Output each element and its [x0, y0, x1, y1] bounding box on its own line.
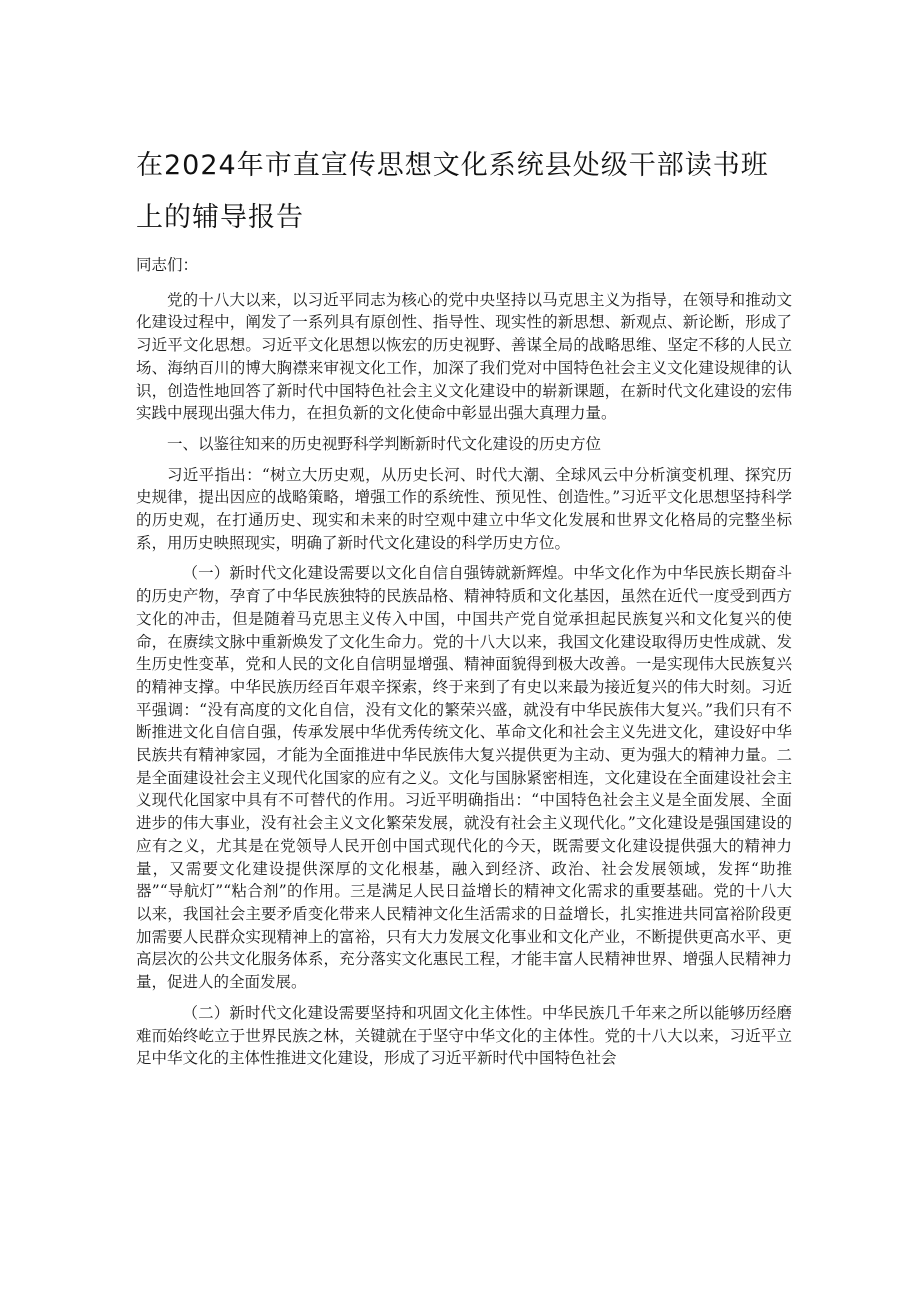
section-heading-1: 一、以鉴往知来的历史视野科学判断新时代文化建设的历史方位: [167, 434, 602, 453]
paragraph-quote: 习近平指出：“树立大历史观，从历史长河、时代大潮、全球风云中分析演变机理、探究历史规律，提出因应的战略策略，增强工作的系统性、预见性、创造性。”习近平文化思想坚持科学的历史观，在打通历史、现实和未来的时空观中建立中华文化发展和世界文化格局的完整坐标系，用历史映照现实，明确了新时代文化建设的科学历史方位。: [136, 465, 792, 552]
salutation: 同志们：: [136, 256, 199, 274]
document-title: 在2024年市直宣传思想文化系统县处级干部读书班上的辅导报告: [136, 150, 769, 233]
document-body: [136, 140, 792, 1070]
paragraph-intro: 党的十八大以来，以习近平同志为核心的党中央坚持以马克思主义为指导，在领导和推动文化建设过程中，阐发了一系列具有原创性、指导性、现实性的新思想、新观点、新论断，形成了习近平文化思想。习近平文化思想以恢宏的历史视野、善谋全局的战略思维、坚定不移的人民立场、海纳百川的博大胸襟来审视文化工作，加深了我们党对中国特色社会主义文化建设规律的认识，创造性地回答了新时代中国特色社会主义文化建设中的崭新课题，在新时代文化建设的宏伟实践中展现出强大伟力，在担负新的文化使命中彰显出强大真理力量。: [136, 290, 792, 423]
paragraph-subsection-2: （二）新时代文化建设需要坚持和巩固文化主体性。中华民族几千年来之所以能够历经磨难而始终屹立于世界民族之林，关键就在于坚守中华文化的主体性。党的十八大以来，习近平立足中华文化的主体性推进文化建设，形成了习近平新时代中国特色社会: [136, 1003, 792, 1068]
paragraph-subsection-1: （一）新时代文化建设需要以文化自信自强铸就新辉煌。中华文化作为中华民族长期奋斗的历史产物，孕育了中华民族独特的民族品格、精神特质和文化基因，虽然在近代一度受到西方文化的冲击，但是随着马克思主义传入中国，中国共产党自觉承担起民族复兴和文化复兴的使命，在赓续文脉中重新焕发了文化生命力。党的十八大以来，我国文化建设取得历史性成就、发生历史性变革，党和人民的文化自信明显增强、精神面貌得到极大改善。一是实现伟大民族复兴的精神支撑。中华民族历经百年艰辛探索，终于来到了有史以来最为接近复兴的伟大时刻。习近平强调：“没有高度的文化自信，没有文化的繁荣兴盛，就没有中华民族伟大复兴。”我们只有不断推进文化自信自强，传承发展中华优秀传统文化、革命文化和社会主义先进文化，建设好中华民族共有精神家园，才能为全面推进中华民族伟大复兴提供更为主动、更为强大的精神力量。二是全面建设社会主义现代化国家的应有之义。文化与国脉紧密相连，文化建设在全面建设社会主义现代化国家中具有不可替代的作用。习近平明确指出：“中国特色社会主义是全面发展、全面进步的伟大事业，没有社会主义文化繁荣发展，就没有社会主义现代化。”文化建设是强国建设的应有之义，尤其是在党领导人民开创中国式现代化的今天，既需要文化建设提供强大的精神力量，又需要文化建设提供深厚的文化根基，融入到经济、政治、社会发展领域，发挥“助推器”“导航灯”“粘合剂”的作用。三是满足人民日益增长的精神文化需求的重要基础。党的十八大以来，我国社会主要矛盾变化带来人民精神文化生活需求的日益增长，扎实推进共同富裕阶段更加需要人民群众实现精神上的富裕，只有大力发展文化事业和文化产业，不断提供更高水平、更高层次的公共文化服务体系，充分落实文化惠民工程，才能丰富人民精神世界、增强人民精神力量，促进人的全面发展。: [136, 564, 792, 992]
